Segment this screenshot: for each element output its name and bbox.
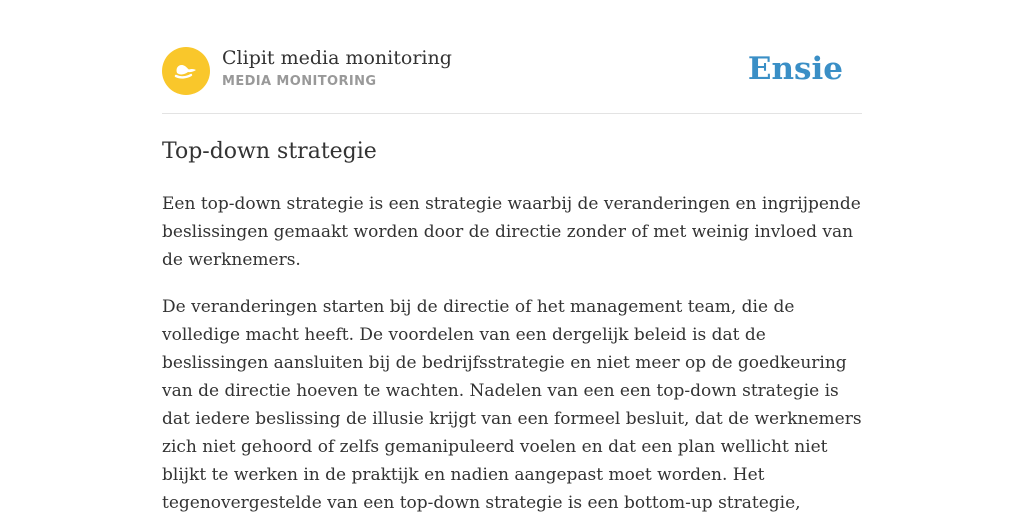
paragraph-line: dat iedere beslissing de illusie krijgt van een formeel besluit, dat de werknemers xyxy=(162,409,862,429)
paragraph-line: zich niet gehoord of zelfs gemanipuleerd voelen en dat een plan wellicht niet xyxy=(162,437,828,457)
speech-bubble-icon xyxy=(162,47,210,95)
paragraph-line: beslissingen gemaakt worden door de directie zonder of met weinig invloed van xyxy=(162,222,854,242)
ensie-logo[interactable]: Ensie xyxy=(747,51,843,87)
author-name[interactable]: Clipit media monitoring xyxy=(222,47,452,69)
author-avatar[interactable] xyxy=(162,47,210,95)
article-paragraph-2 xyxy=(162,293,862,512)
paragraph-line: De veranderingen starten bij de directie of het management team, die de xyxy=(162,297,795,317)
paragraph-line: blijkt te werken in de praktijk en nadien aangepast moet worden. Het xyxy=(162,465,765,485)
paragraph-line: tegenovergestelde van een top-down strategie is een bottom-up strategie, xyxy=(162,493,801,512)
article-container xyxy=(162,0,862,512)
article-paragraph-1 xyxy=(162,190,862,274)
paragraph-line: Een top-down strategie is een strategie waarbij de veranderingen en ingrijpende xyxy=(162,194,861,214)
article-header xyxy=(162,0,862,114)
paragraph-line: volledige macht heeft. De voordelen van een dergelijk beleid is dat de xyxy=(162,325,766,345)
paragraph-line: de werknemers. xyxy=(162,250,301,270)
paragraph-line: beslissingen aansluiten bij de bedrijfsstrategie en niet meer op de goedkeuring xyxy=(162,353,847,373)
author-subtitle: MEDIA MONITORING xyxy=(222,74,377,89)
article-title: Top-down strategie xyxy=(162,139,377,164)
paragraph-line: van de directie hoeven te wachten. Nadelen van een een top-down strategie is xyxy=(162,381,839,401)
